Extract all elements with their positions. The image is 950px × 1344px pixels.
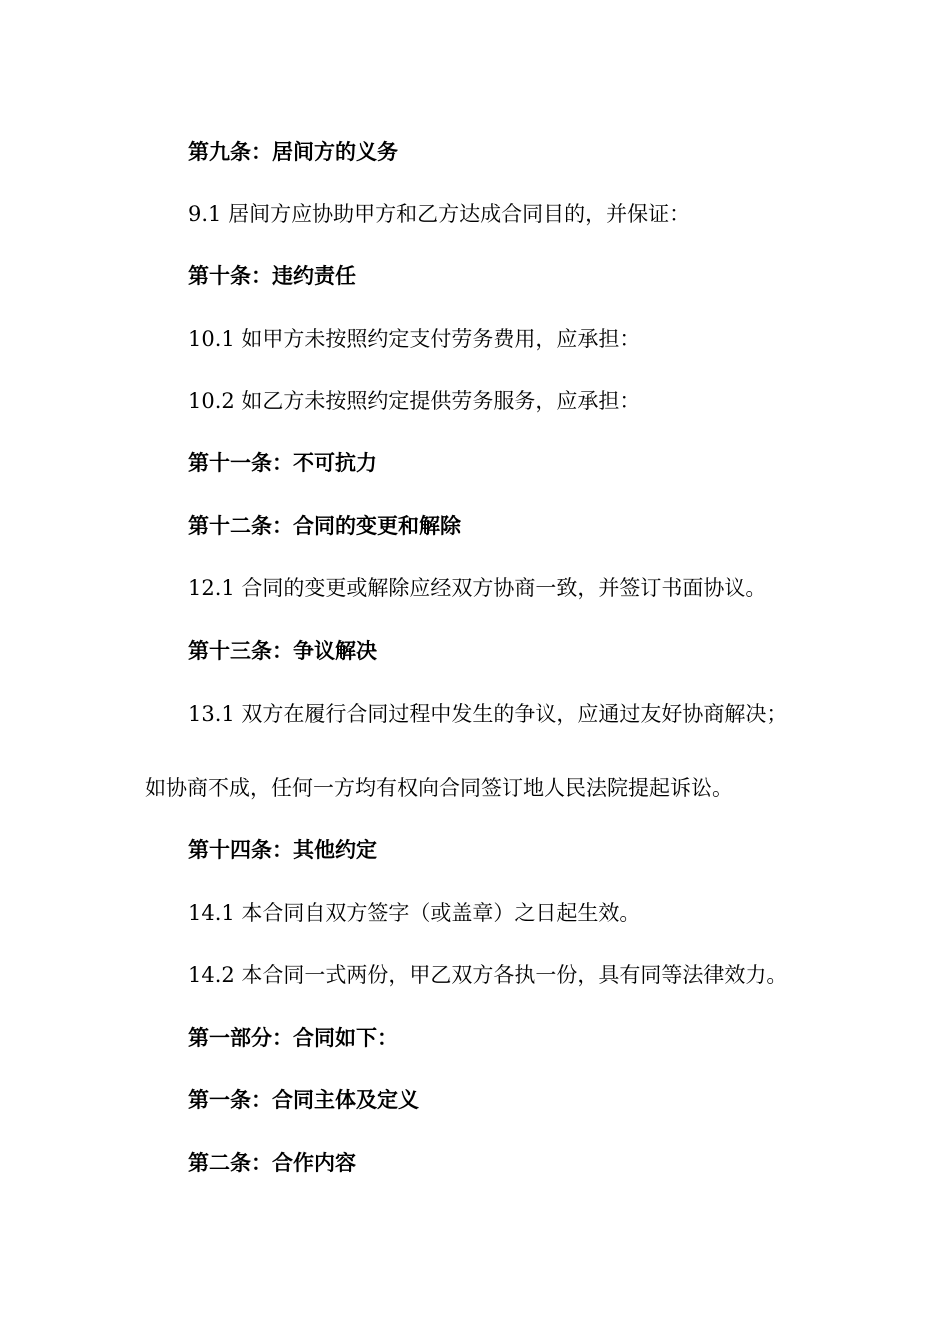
clause-9-1: 9.1 居间方应协助甲方和乙方达成合同目的，并保证： <box>188 202 691 226</box>
article-1-heading: 第一条：合同主体及定义 <box>188 1088 419 1112</box>
clause-10-2: 10.2 如乙方未按照约定提供劳务服务，应承担： <box>188 389 641 413</box>
clause-10-1: 10.1 如甲方未按照约定支付劳务费用，应承担： <box>188 327 641 351</box>
article-11-heading: 第十一条：不可抗力 <box>188 451 377 475</box>
article-14-heading: 第十四条：其他约定 <box>188 838 377 862</box>
clause-13-1: 13.1 双方在履行合同过程中发生的争议，应通过友好协商解决； <box>188 702 788 726</box>
article-2-heading: 第二条：合作内容 <box>188 1151 356 1175</box>
clause-13-1-continuation: 如协商不成，任何一方均有权向合同签订地人民法院提起诉讼。 <box>145 776 733 800</box>
clause-14-1: 14.1 本合同自双方签字（或盖章）之日起生效。 <box>188 901 641 925</box>
article-12-heading: 第十二条：合同的变更和解除 <box>188 514 461 538</box>
part-1-heading: 第一部分：合同如下： <box>188 1026 398 1050</box>
clause-14-2: 14.2 本合同一式两份，甲乙双方各执一份，具有同等法律效力。 <box>188 963 788 987</box>
article-9-heading: 第九条：居间方的义务 <box>188 140 398 164</box>
clause-12-1: 12.1 合同的变更或解除应经双方协商一致，并签订书面协议。 <box>188 576 767 600</box>
article-13-heading: 第十三条：争议解决 <box>188 639 377 663</box>
article-10-heading: 第十条：违约责任 <box>188 264 356 288</box>
